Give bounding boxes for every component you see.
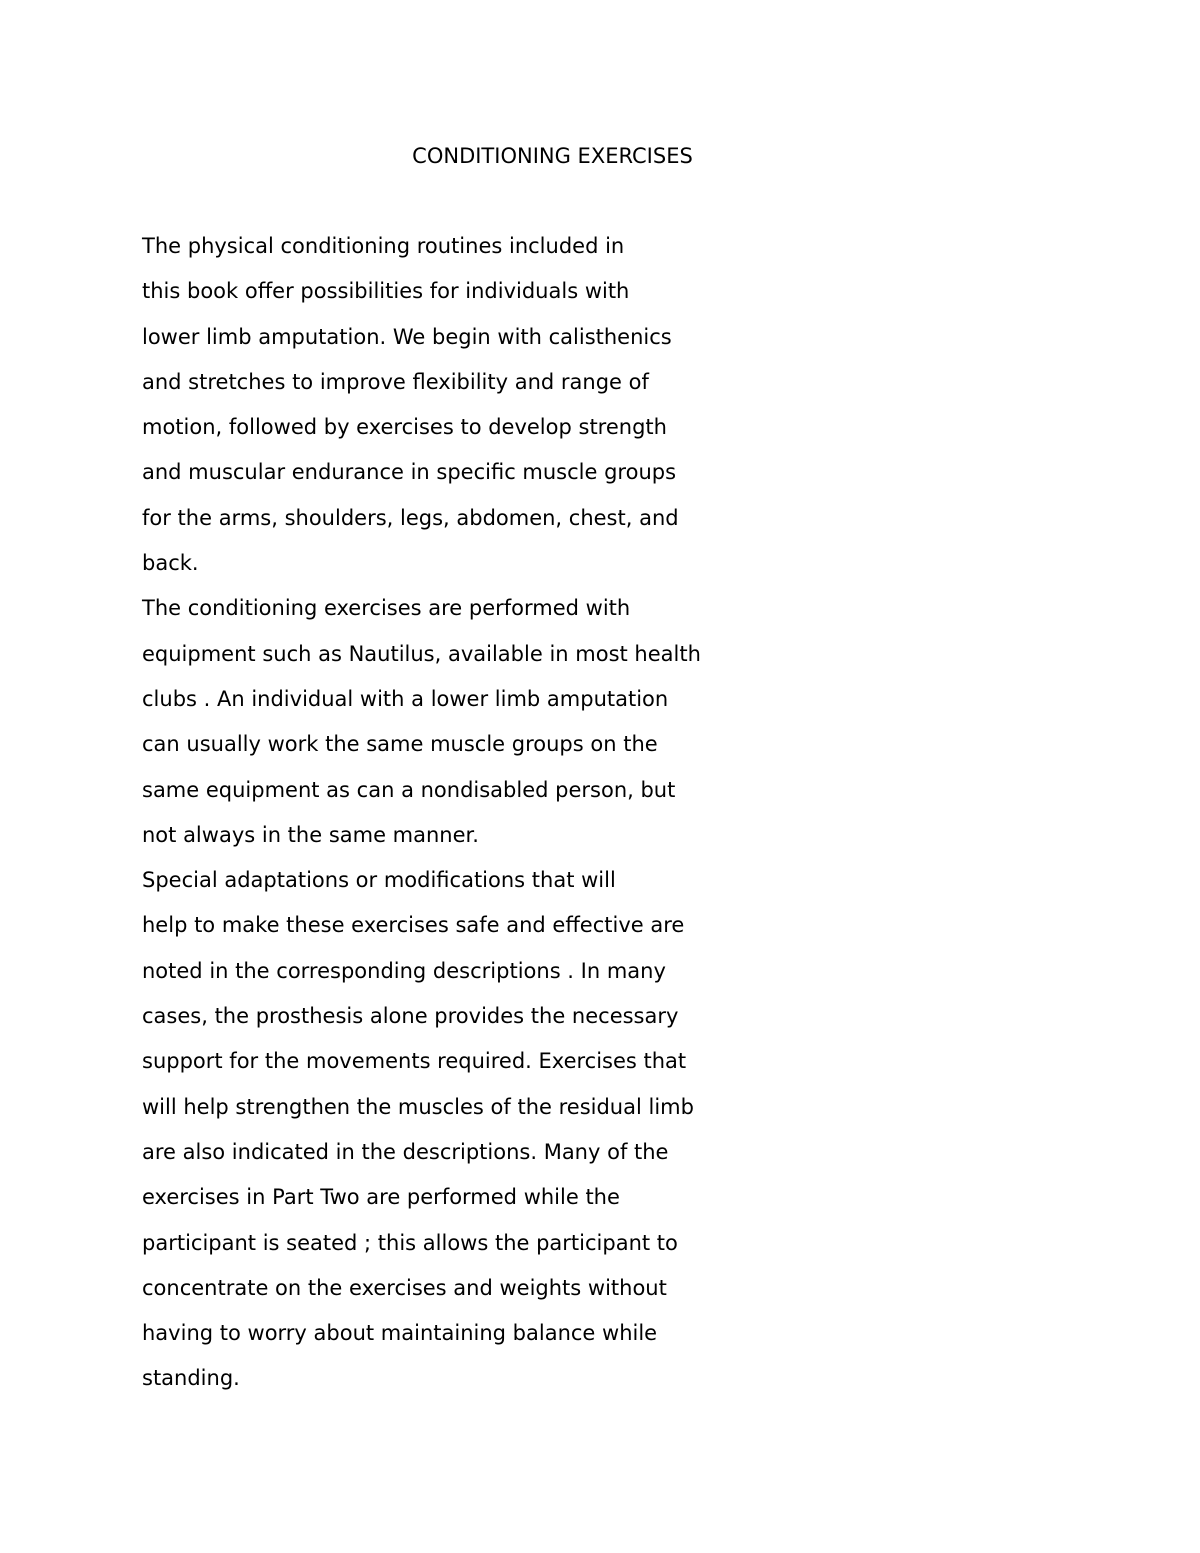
text-line: for the arms, shoulders, legs, abdomen, chest, and (142, 505, 679, 530)
text-line: are also indicated in the descriptions. Many of the (142, 1139, 669, 1164)
text-line: will help strengthen the muscles of the residual limb (142, 1094, 694, 1119)
text-line: back. (142, 551, 199, 576)
text-line: clubs . An individual with a lower limb amputation (142, 686, 669, 711)
text-line: motion, followed by exercises to develop strength (142, 415, 667, 440)
text-line: and stretches to improve flexibility and range of (142, 369, 649, 394)
text-line: The conditioning exercises are performed with (142, 596, 631, 621)
text-line: can usually work the same muscle groups on the (142, 732, 658, 757)
document-body (142, 230, 802, 1408)
document-title: CONDITIONING EXERCISES (412, 144, 693, 168)
text-line: concentrate on the exercises and weights without (142, 1275, 667, 1300)
text-line: noted in the corresponding descriptions . In many (142, 958, 666, 983)
text-line: standing. (142, 1366, 240, 1391)
text-line: same equipment as can a nondisabled person, but (142, 777, 676, 802)
text-line: help to make these exercises safe and effective are (142, 913, 685, 938)
text-line: cases, the prosthesis alone provides the necessary (142, 1004, 679, 1029)
text-line: not always in the same manner. (142, 822, 479, 847)
text-line: having to worry about maintaining balance while (142, 1321, 658, 1346)
text-line: exercises in Part Two are performed while the (142, 1185, 620, 1210)
text-line: this book offer possibilities for individuals with (142, 279, 630, 304)
text-line: equipment such as Nautilus, available in most health (142, 641, 701, 666)
text-line: Special adaptations or modifications that will (142, 868, 616, 893)
text-line: and muscular endurance in specific muscle groups (142, 460, 677, 485)
text-line: support for the movements required. Exercises that (142, 1049, 687, 1074)
text-line: participant is seated ; this allows the participant to (142, 1230, 678, 1255)
text-line: lower limb amputation. We begin with calisthenics (142, 324, 672, 349)
text-line: The physical conditioning routines included in (142, 234, 625, 258)
